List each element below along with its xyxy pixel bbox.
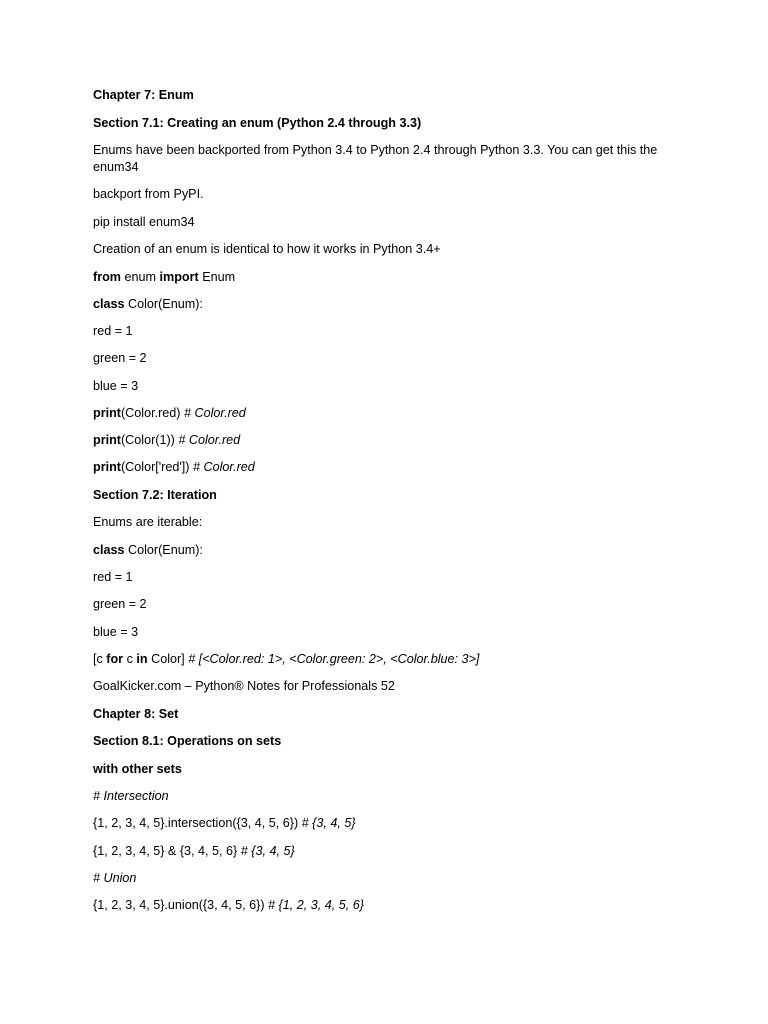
comment-text-run: # Intersection [93,789,169,803]
code-line [93,378,693,395]
bold-text-run: Section 7.1: Creating an enum (Python 2.4 through 3.3) [93,116,422,130]
bold-text-run: class [93,543,125,557]
code-line [93,459,693,476]
text-run: (Color(1)) [120,433,179,447]
comment-text-run: # {3, 4, 5} [301,816,356,830]
text-run: {1, 2, 3, 4, 5}.intersection({3, 4, 5, 6}) [93,816,302,830]
comment-text-run: # {3, 4, 5} [240,844,295,858]
text-run: enum [121,270,160,284]
comment-text-run: # [<Color.red: 1>, <Color.green: 2>, <Color.blue: 3>] [188,652,480,666]
bold-text-run: print [93,433,121,447]
paragraph-text [93,241,693,258]
code-line [93,405,693,422]
code-line [93,815,693,832]
text-run: (Color.red) [120,406,184,420]
code-line [93,542,693,559]
subsection-heading [93,761,693,778]
code-line [93,843,693,860]
code-line [93,296,693,313]
text-run: Enum [198,270,236,284]
bold-text-run: with other sets [93,762,182,776]
bold-text-run: from [93,270,121,284]
text-run: backport from PyPI. [93,187,204,201]
bold-text-run: Section 7.2: Iteration [93,488,217,502]
bold-text-run: print [93,406,121,420]
text-run: red = 1 [93,570,133,584]
chapter-8-heading [93,706,693,723]
text-run: {1, 2, 3, 4, 5}.union({3, 4, 5, 6}) [93,898,269,912]
text-run: Color] [147,652,189,666]
code-line [93,569,693,586]
comment-text-run: # Color.red [183,406,246,420]
comment-text-run: # Color.red [178,433,241,447]
page-footer [93,678,693,695]
code-line [93,214,693,231]
section-7-2-heading [93,487,693,504]
text-run: pip install enum34 [93,215,195,229]
bold-text-run: Chapter 7: Enum [93,88,194,102]
bold-text-run: Section 8.1: Operations on sets [93,734,282,748]
text-run: red = 1 [93,324,133,338]
paragraph-text [93,142,693,176]
text-run: Enums have been backported from Python 3.4 to Python 2.4 through Python 3.3. You can get this the enum34 [93,143,661,174]
text-run: (Color['red']) [120,460,193,474]
comment-text-run: # {1, 2, 3, 4, 5, 6} [268,898,364,912]
text-run: green = 2 [93,597,147,611]
section-7-1-heading [93,115,693,132]
code-line [93,596,693,613]
code-line [93,897,693,914]
code-line [93,269,693,286]
text-run: Color(Enum): [124,297,203,311]
bold-text-run: print [93,460,121,474]
bold-text-run: for [106,652,124,666]
chapter-7-heading [93,87,693,104]
bold-text-run: in [136,652,148,666]
code-comment-line [93,788,693,805]
text-run: Creation of an enum is identical to how it works in Python 3.4+ [93,242,441,256]
text-run: blue = 3 [93,379,139,393]
section-8-1-heading [93,733,693,750]
code-line [93,350,693,367]
text-run: green = 2 [93,351,147,365]
bold-text-run: import [159,270,199,284]
code-line [93,651,693,668]
text-run: blue = 3 [93,625,139,639]
text-run: {1, 2, 3, 4, 5} & {3, 4, 5, 6} [93,844,241,858]
text-run: [c [93,652,107,666]
bold-text-run: Chapter 8: Set [93,707,179,721]
code-line [93,624,693,641]
text-run: Color(Enum): [124,543,203,557]
code-comment-line [93,870,693,887]
comment-text-run: # Color.red [192,460,255,474]
text-run: Enums are iterable: [93,515,203,529]
text-run: GoalKicker.com – Python® Notes for Professionals 52 [93,679,395,693]
paragraph-text [93,514,693,531]
text-run: c [123,652,137,666]
code-line [93,323,693,340]
bold-text-run: class [93,297,125,311]
code-line [93,432,693,449]
paragraph-text [93,186,693,203]
comment-text-run: # Union [93,871,137,885]
